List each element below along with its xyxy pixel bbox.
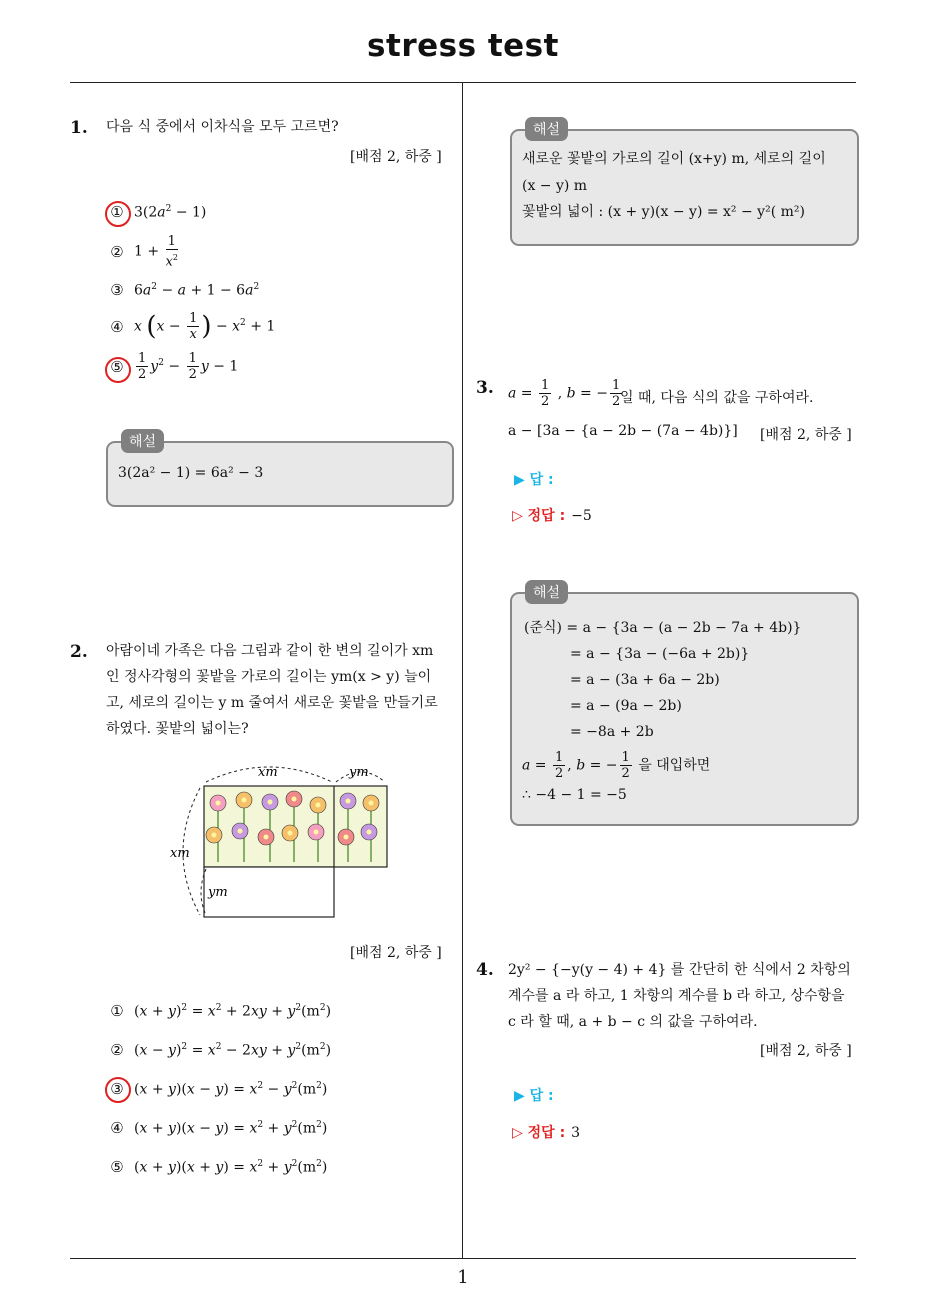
q1-explanation-tag: 해설	[121, 429, 164, 453]
q1-option-2[interactable]: ② 1 + $\frac{1}{x^2}$	[110, 234, 178, 270]
q4-question-line-3: c 라 할 때, a + b − c 의 값을 구하여라.	[508, 1014, 758, 1030]
flower-garden-figure	[166, 758, 396, 924]
q2-number: 2.	[70, 642, 88, 662]
q3-explanation-tag: 해설	[525, 580, 568, 604]
fig-label-left-x: xm	[170, 846, 190, 861]
page-number: 1	[457, 1267, 469, 1288]
q2-option-4[interactable]: ④ $(x + y)(x - y) = x^2 + y^2(m^2)$	[110, 1119, 328, 1137]
q3-explanation-line-2: = a − {3a − (−6a + 2b)}	[570, 646, 750, 662]
q2-option-1[interactable]: ① $(x + y)^2 = x^2 + 2xy + y^2(m^2)$	[110, 1002, 332, 1020]
q3-explanation-line-4: = a − (9a − 2b)	[570, 698, 682, 714]
q3-answer-field[interactable]: ▶ 답 :	[514, 472, 554, 488]
q2-explanation-line-2: (x − y) m	[522, 178, 588, 194]
q1-option-2-text: 1 + $\frac{1}{x^2}$	[134, 234, 178, 270]
q1-option-3[interactable]: ③ $6a^2 - a + 1 - 6a^2$	[110, 281, 260, 299]
q4-score: [배점 2, 하중 ]	[760, 1043, 852, 1059]
q3-number: 3.	[476, 378, 494, 398]
q2-question-line-3: 고, 세로의 길이는 y m 줄여서 새로운 꽃밭을 만들기로	[106, 695, 438, 711]
q1-number: 1.	[70, 118, 88, 138]
q3-explanation-line-3: = a − (3a + 6a − 2b)	[570, 672, 720, 688]
q1-option-3-text: $6a^2 - a + 1 - 6a^2$	[134, 281, 260, 299]
q2-explanation-line-3: 꽃밭의 넓이 : (x + y)(x − y) = x² − y²( m²)	[522, 204, 805, 220]
footer-divider	[70, 1258, 856, 1259]
q2-question-line-1: 아람이네 가족은 다음 그림과 같이 한 변의 길이가 xm	[106, 643, 434, 659]
q2-option-5-text: $(x + y)(x + y) = x^2 + y^2(m^2)$	[134, 1158, 328, 1176]
q2-question-line-4: 하였다. 꽃밭의 넓이는?	[106, 721, 249, 737]
fig-label-top-y: ym	[349, 765, 369, 780]
q3-question-line-1: 일 때, 다음 식의 값을 구하여라.	[620, 390, 814, 406]
q1-score: [배점 2, 하중 ]	[350, 149, 442, 165]
q2-question-line-2: 인 정사각형의 꽃밭을 가로의 길이는 ym(x > y) 늘이	[106, 669, 432, 685]
q2-option-3[interactable]: ③ $(x + y)(x - y) = x^2 - y^2(m^2)$	[110, 1080, 328, 1098]
q1-option-5-text: $\frac{1}{2}$ $y^2$ − $\frac{1}{2}$ y − 1	[138, 351, 239, 382]
q3-explanation-line-1: (준식) = a − {3a − (a − 2b − 7a + 4b)}	[524, 620, 802, 636]
q4-correct-answer: ▷ 정답 : 3	[512, 1125, 581, 1141]
fig-label-inner-y: ym	[208, 885, 228, 900]
q3-explanation-substitution: a = $\frac{1}{2}$ , b = − $\frac{1}{2}$ 을 대입하면	[522, 750, 711, 781]
header-divider	[70, 82, 856, 83]
q3-explanation-line-7: ∴ −4 − 1 = −5	[522, 787, 627, 803]
q1-option-4[interactable]: ④ x (x − $\frac{1}{x}$ ) − $x^2 + 1$	[110, 311, 276, 342]
q1-option-4-text: x (x − $\frac{1}{x}$ ) − $x^2 + 1$	[134, 311, 276, 342]
fig-label-top-x: xm	[258, 765, 278, 780]
q3-explanation-line-5: = −8a + 2b	[570, 724, 654, 740]
q2-explanation-tag: 해설	[525, 117, 568, 141]
q2-option-4-text: $(x + y)(x - y) = x^2 + y^2(m^2)$	[134, 1119, 328, 1137]
q4-number: 4.	[476, 960, 494, 980]
q2-option-1-text: $(x + y)^2 = x^2 + 2xy + y^2(m^2)$	[134, 1002, 332, 1020]
q2-explanation-line-1: 새로운 꽃밭의 가로의 길이 (x+y) m, 세로의 길이	[522, 151, 826, 167]
q4-question-line-1: 2y² − {−y(y − 4) + 4} 를 간단히 한 식에서 2 차항의	[508, 962, 851, 978]
q2-option-3-text: $(x + y)(x - y) = x^2 - y^2(m^2)$	[134, 1080, 328, 1098]
q1-option-1[interactable]: ① $3(2a^2 - 1)$	[110, 203, 207, 221]
q3-given-values: a = $\frac{1}{2}$ , b = − $\frac{1}{2}$	[508, 378, 621, 409]
q4-question-line-2: 계수를 a 라 하고, 1 차항의 계수를 b 라 하고, 상수항을	[508, 988, 845, 1004]
q3-correct-answer: ▷ 정답 : −5	[512, 508, 592, 524]
page-title: stress test	[367, 28, 559, 64]
q3-score: [배점 2, 하중 ]	[760, 427, 852, 443]
column-divider	[462, 82, 463, 1259]
q1-question: 다음 식 중에서 이차식을 모두 고르면?	[106, 119, 339, 135]
q2-option-5[interactable]: ⑤ $(x + y)(x + y) = x^2 + y^2(m^2)$	[110, 1158, 328, 1176]
q1-option-5[interactable]: ⑤ $\frac{1}{2}$ $y^2$ − $\frac{1}{2}$ y − 1	[110, 351, 239, 382]
q2-option-2[interactable]: ② $(x - y)^2 = x^2 - 2xy + y^2(m^2)$	[110, 1041, 332, 1059]
q2-option-2-text: $(x - y)^2 = x^2 - 2xy + y^2(m^2)$	[134, 1041, 332, 1059]
q1-option-1-text: $3(2a^2 - 1)$	[134, 203, 207, 221]
q2-score: [배점 2, 하중 ]	[350, 945, 442, 961]
q3-question-line-2: a − [3a − {a − 2b − (7a − 4b)}]	[508, 423, 738, 439]
q4-answer-field[interactable]: ▶ 답 :	[514, 1088, 554, 1104]
q1-explanation: 3(2a² − 1) = 6a² − 3	[118, 465, 264, 481]
